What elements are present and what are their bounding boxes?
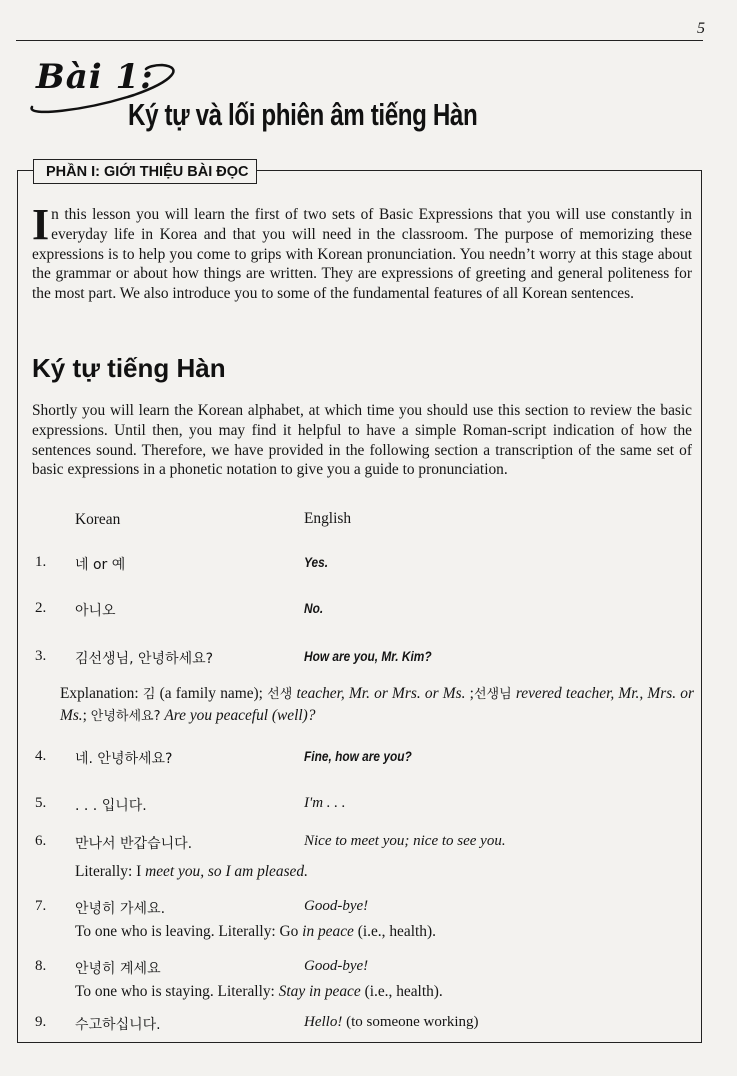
note-italic: teacher, Mr. or Mrs. or Ms. [292, 685, 470, 702]
english-plain: (to someone working) [342, 1014, 479, 1030]
note-italic: Are you peaceful (well)? [160, 707, 316, 724]
english-text: Nice to meet you; nice to see you. [304, 833, 506, 849]
english-text: Good-bye! [304, 958, 369, 974]
korean-text: 김선생님, 안녕하세요? [75, 651, 214, 667]
expression-row [0, 1014, 737, 1036]
section-heading: Ký tự tiếng Hàn [32, 353, 226, 383]
expression-row [0, 600, 737, 622]
note-text: (a family name); [155, 685, 268, 702]
expression-row [0, 748, 737, 770]
english-text: Fine, how are you? [304, 748, 412, 764]
lesson-number: Bài 1: [36, 57, 154, 97]
row-number: 5. [35, 795, 47, 811]
row-number: 6. [35, 833, 47, 849]
korean-text: 아니오 [75, 603, 116, 619]
intro-paragraph [32, 200, 692, 304]
expression-row [0, 795, 737, 817]
expression-row [0, 648, 737, 670]
note-text: (i.e., health). [353, 923, 436, 940]
english-text [304, 1014, 479, 1031]
note-text: ; [469, 685, 474, 702]
intro-text: n this lesson you will learn the first of two sets of Basic Expressions that you will use constantly in everyday life in Korea and that you will need in the classroom. The purpose of memorizing these expressions is to help you come to grips with Korean pronunciation. You needn’t worry at this stage about the grammar or about how things are written. They are expressions of greeting and general politeness for the most part. We also introduce you to some of the fundamental features of all Korean sentences. [32, 206, 692, 303]
korean-text: 안녕히 가세요. [75, 901, 166, 917]
english-text: How are you, Mr. Kim? [304, 648, 432, 664]
literal-note [75, 921, 695, 942]
english-text: Yes. [304, 554, 329, 570]
note-italic: in peace [302, 923, 354, 940]
page-number: 5 [697, 20, 705, 37]
header-rule [16, 40, 703, 41]
korean-text: 수고하십니다. [75, 1017, 161, 1033]
korean-text: 네 or 예 [75, 557, 126, 573]
english-text: Good-bye! [304, 898, 369, 914]
expression-row [0, 958, 737, 980]
dropcap: I [32, 200, 50, 249]
korean-text: . . . 입니다. [75, 798, 147, 814]
note-korean: 선생 [267, 687, 293, 702]
english-text: I'm . . . [304, 795, 346, 811]
expression-row [0, 554, 737, 576]
row-number: 3. [35, 648, 47, 664]
note-italic: revered teacher, Mr., Mrs. or Ms. [60, 685, 694, 724]
note-korean: 김 [142, 687, 156, 702]
korean-text: 안녕히 계세요 [75, 961, 161, 977]
row-number: 8. [35, 958, 47, 974]
korean-text: 네. 안녕하세요? [75, 751, 173, 767]
expression-row [0, 898, 737, 920]
note-italic: Stay in peace [278, 983, 361, 1000]
alphabet-paragraph: Shortly you will learn the Korean alphabet, at which time you should use this section to review the basic expressions. Until then, you may find it helpful to have a simple Roman-script indication of how the sentences sound. Therefore, we have provided in the following section a transcription of the same set of basic expressions in a phonetic notation to give you a guide to pronunciation. [32, 402, 692, 479]
row-number: 1. [35, 554, 47, 570]
note-korean: 안녕하세요? [90, 709, 161, 724]
row-number: 7. [35, 898, 47, 914]
korean-text: 만나서 반갑습니다. [75, 836, 193, 852]
lesson-title: Ký tự và lối phiên âm tiếng Hàn [128, 97, 478, 132]
expression-row [0, 833, 737, 855]
column-header-english: English [304, 510, 352, 527]
english-italic: Hello! [304, 1014, 343, 1030]
note-text: Explanation: [60, 685, 143, 702]
row-number: 4. [35, 748, 47, 764]
section-label: PHẦN I: GIỚI THIỆU BÀI ĐỌC [33, 159, 257, 184]
note-text: To one who is leaving. Literally: Go [75, 923, 303, 940]
english-text: No. [304, 600, 324, 616]
row-number: 9. [35, 1014, 47, 1030]
literal-note [75, 981, 695, 1002]
note-text: To one who is staying. Literally: [75, 983, 279, 1000]
note-text: ; [82, 707, 91, 724]
note-italic: meet you, so I am pleased. [145, 863, 308, 880]
row-number: 2. [35, 600, 47, 616]
note-text: Literally: I [75, 863, 146, 880]
note-text: (i.e., health). [360, 983, 443, 1000]
column-header-korean: Korean [75, 511, 121, 528]
literal-note [75, 861, 695, 882]
explanation-note [60, 683, 694, 727]
note-korean: 선생님 [473, 687, 512, 702]
